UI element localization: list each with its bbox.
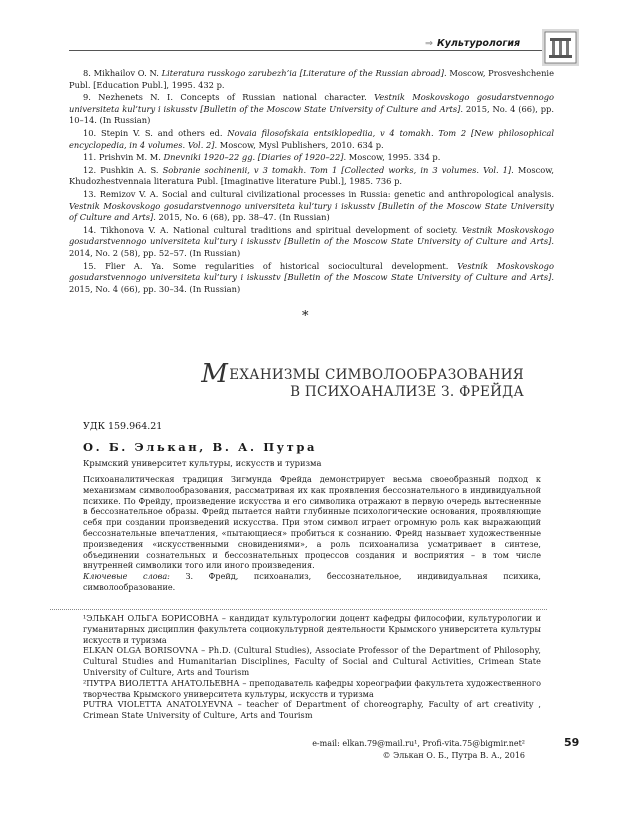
author-emails[interactable]: e-mail: elkan.79@mail.ru¹, Profi-vita.75@bigmir.net² (312, 739, 525, 748)
reference-number: 14. (83, 224, 97, 235)
reference-title: Vestnik Moskovskogo gosudarstvennogo universiteta kul’tury i iskusstv [Bulletin of the Moscow State University of Culture and Arts]. (69, 260, 554, 283)
reference-title: Vestnik Moskovskogo gosudarstvennogo universiteta kul’tury i iskusstv [Bulletin of the Moscow State University of Culture and Arts]. (69, 224, 554, 247)
reference-title: Vestnik Moskovskogo gosudarstvennogo universiteta kul’tury i iskusstv [Bulletin of the Moscow State University of Culture and Arts]. (69, 200, 554, 223)
authors: О. Б. Элькан, В. А. Путра (83, 440, 318, 454)
reference-item (69, 68, 554, 91)
reference-number: 13. (83, 188, 97, 199)
abstract (83, 474, 541, 593)
reference-number: 8. (83, 68, 91, 78)
reference-title: Literatura russkogo zarubezh’ia [Literature of the Russian abroad]. (161, 68, 447, 78)
reference-details: Moscow, Prosveshchenie Publ. [Education Publ.], 1995. 432 p. (69, 68, 554, 90)
keywords (83, 571, 541, 593)
author2-en: PUTRA VIOLETTA ANATOLYEVNA – teacher of Department of choreography, Faculty of art creativity , Crimean State University of Culture, Arts and Tourism (83, 699, 541, 721)
reference-author: Stepin V. S. and others ed. (100, 127, 223, 138)
author-notes (83, 613, 541, 721)
reference-item (69, 261, 554, 296)
section-title: Культурология (436, 38, 521, 49)
keywords-text: З. Фрейд, психоанализ, бессознательное, индивидуальная психика, символообразование. (83, 571, 541, 592)
reference-item (69, 128, 554, 151)
reference-details: 2014, No. 2 (58), pp. 52–57. (In Russian) (69, 247, 241, 258)
title-line-2: В ПСИХОАНАЛИЗЕ З. ФРЕЙДА (290, 384, 524, 400)
reference-item (69, 189, 554, 224)
page-number: 59 (564, 736, 580, 749)
header-rule (69, 50, 545, 51)
author1-en: ELKAN OLGA BORISOVNA – Ph.D. (Cultural Studies), Associate Professor of the Department of Philosophy, Cultural Studies and Humanitarian Disciplines, Faculty of Social and Cultural Activities, Crimean State University of Culture, Arts and Tourism (83, 645, 541, 677)
udk-code: УДК 159.964.21 (83, 421, 163, 432)
reference-author: Prishvin M. M. (98, 152, 161, 163)
journal-logo-icon (542, 29, 579, 66)
reference-item (69, 152, 554, 164)
affiliation: Крымский университет культуры, искусств и туризма (83, 458, 322, 468)
reference-details: 2015, No. 4 (66), pp. 10–14. (In Russian) (69, 103, 554, 126)
reference-author: Flier A. Ya. Some regularities of historical sociocultural development. (105, 260, 449, 271)
reference-title: Dnevniki 1920–22 gg. [Diaries of 1920–22]. (163, 152, 347, 163)
running-header (425, 38, 520, 49)
keywords-label: Ключевые слова: (83, 571, 170, 582)
reference-details: 2015, No. 4 (66), pp. 30–34. (In Russian) (69, 283, 241, 294)
reference-author: Mikhailov O. N. (93, 68, 159, 78)
reference-number: 9. (83, 92, 91, 103)
reference-title: Novaia filosofskaia entsiklopediia, v 4 tomakh. Tom 2 [New philosophical encyclopedia, in 4 volumes. Vol. 2]. (69, 127, 554, 150)
article-title (201, 359, 524, 401)
reference-number: 10. (83, 127, 97, 138)
section-separator: * (302, 309, 309, 324)
reference-title: Vestnik Moskovskogo gosudarstvennogo universiteta kul’tury i iskusstv [Bulletin of the Moscow State University of Culture and Arts]. (69, 92, 555, 114)
reference-list (69, 68, 554, 296)
footnote-divider (50, 609, 547, 610)
reference-details: 2015, No. 6 (68), pp. 38–47. (In Russian) (158, 212, 330, 223)
reference-item (69, 165, 554, 188)
author1-ru: ¹ЭЛЬКАН ОЛЬГА БОРИСОВНА – кандидат культурологии доцент кафедры философии, культурологии и гуманитарных дисциплин факультета социокультурной деятельности Крымского университета культуры искусств и туризма (83, 613, 541, 645)
arrow-icon: ⇒ (425, 38, 433, 49)
reference-item (69, 92, 554, 127)
copyright: © Элькан О. Б., Путра В. А., 2016 (382, 751, 525, 760)
reference-details: Moscow, Khudozhestvennaia literatura Publ. [Imaginative literature Publ.], 1985. 736 p. (69, 164, 555, 187)
author2-ru: ²ПУТРА ВИОЛЕТТА АНАТОЛЬЕВНА – преподаватель кафедры хореографии факультета художественного творчества Крымского университета культуры, искусств и туризма (83, 677, 541, 699)
abstract-text: Психоаналитическая традиция Зигмунда Фрейда демонстрирует весьма своеобразный подход к механизмам символообразования, рассматривая их как проявления бессознательного в индивидуальной психике. По Фрейду, произведение искусства и его символика отражают в первую очередь вытесненные в бессознательное образы. Фрейд пытается найти глубинные психологические основания, проявляющие себя при создании произведений искусства. При этом символ играет огромную роль как выражающий бессознательные впечатления, «пытающиеся» пробиться к сознанию. Фрейд называет художественные произведения «искусственными сновидениями», а роль психоанализа усматривает в синтезе, объединении сознательных и бессознательных процессов создания и восприятия – в том числе внутренней символики того или иного произведения. (83, 474, 541, 571)
reference-details: Moscow, 1995. 334 p. (348, 152, 441, 163)
reference-number: 12. (83, 164, 97, 175)
reference-details: Moscow, Mysl Publishers, 2010. 634 p. (219, 139, 384, 150)
reference-author: Remizov V. A. Social and cultural civilizational processes in Russia: genetic and anthropological analysis. (99, 188, 554, 199)
reference-number: 11. (83, 152, 97, 163)
reference-item (69, 225, 554, 260)
reference-author: Tikhonova V. A. National cultural traditions and spiritual development of society. (100, 224, 458, 235)
reference-author: Nezhenets N. I. Concepts of Russian national character. (98, 92, 367, 103)
reference-title: Sobranie sochinenii, v 3 tomakh. Tom 1 [Collected works, in 3 volumes. Vol. 1]. (162, 164, 514, 175)
reference-number: 15. (83, 260, 97, 271)
reference-author: Pushkin A. S. (100, 164, 159, 175)
title-initial: М (201, 359, 229, 389)
title-line-1: ЕХАНИЗМЫ СИМВОЛООБРАЗОВАНИЯ (229, 367, 524, 383)
